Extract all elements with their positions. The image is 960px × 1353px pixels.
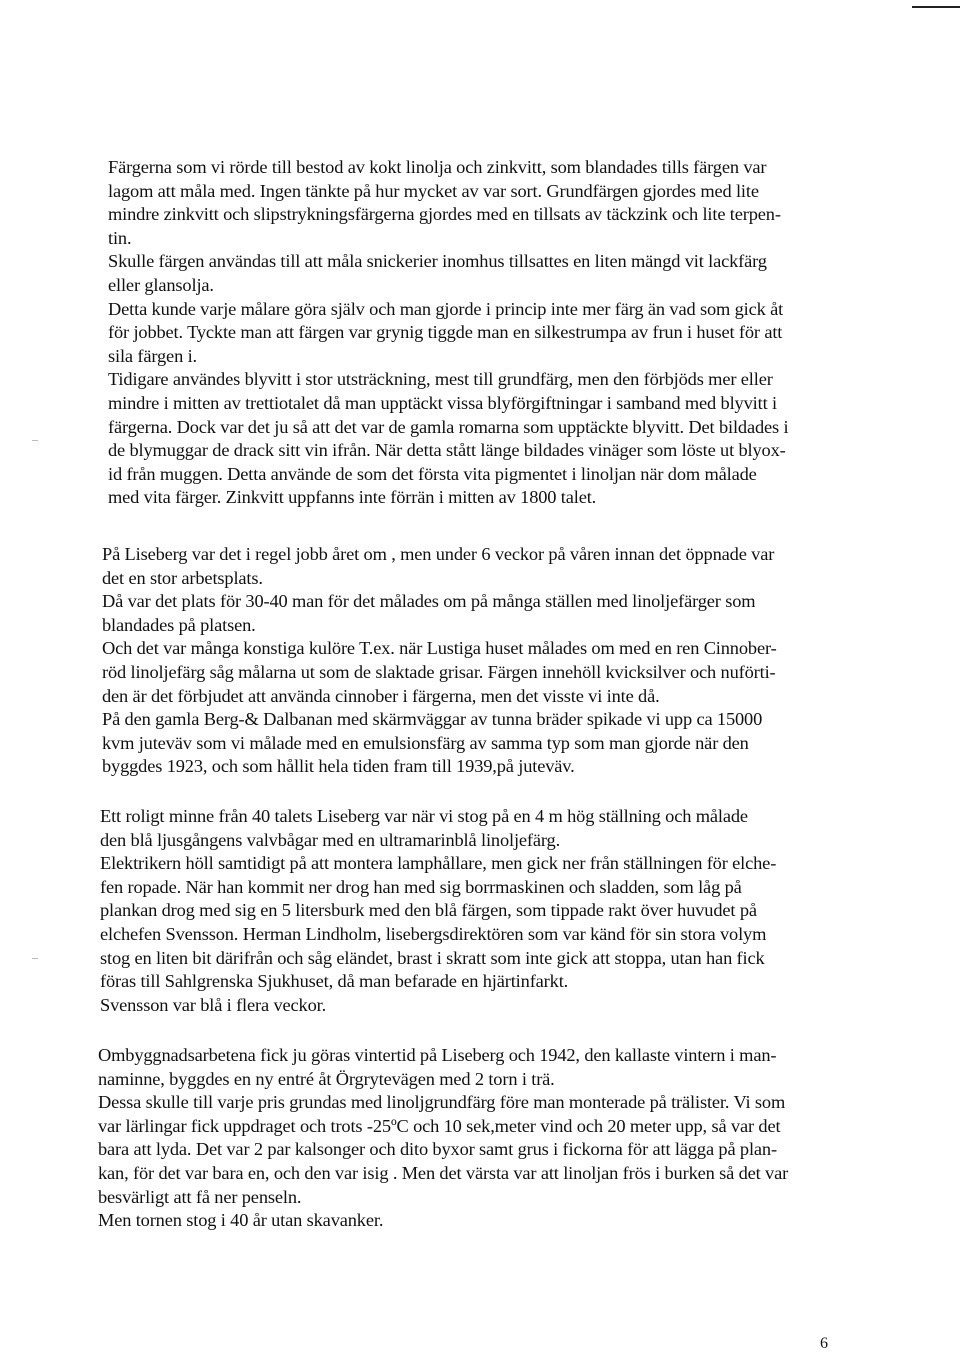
text-line: Dessa skulle till varje pris grundas med linoljgrundfärg före man monterade på trälister. Vi som: [98, 1092, 786, 1113]
text-line: Elektrikern höll samtidigt på att montera lamphållare, men gick ner från ställningen för elche-: [100, 853, 777, 874]
text-line: var lärlingar fick uppdraget och trots -25ºC och 10 sek,meter vind och 20 meter upp, så var det: [98, 1115, 781, 1136]
scan-edge-mark: [912, 6, 960, 8]
text-line: mindre i mitten av trettiotalet då man upptäckt vissa blyförgiftningar i samband med blyvitt i: [108, 392, 777, 413]
text-line: röd linoljefärg såg målarna ut som de slaktade grisar. Färgen innehöll kvicksilver och nuförti-: [102, 661, 776, 682]
text-line: Detta kunde varje målare göra själv och man gjorde i princip inte mer färg än vad som gick åt: [108, 298, 784, 319]
text-line: blandades på platsen.: [102, 614, 256, 635]
text-line: för jobbet. Tyckte man att färgen var grynig tiggde man en silkestrumpa av frun i huset för att: [108, 322, 783, 343]
text-line: det en stor arbetsplats.: [102, 567, 263, 588]
text-line: stog en liten bit därifrån och såg eländet, brast i skratt som inte gick att stoppa, utan han fick: [100, 947, 765, 968]
page-number: 6: [820, 1335, 828, 1352]
text-line: Skulle färgen användas till att måla snickerier inomhus tillsattes en liten mängd vit lackfärg: [108, 251, 767, 272]
text-line: kan, för det var bara en, och den var isig . Men det värsta var att linoljan frös i burken så det var: [98, 1162, 789, 1183]
text-line: plankan drog med sig en 5 litersburk med den blå färgen, som tippade rakt över huvudet på: [100, 900, 757, 921]
text-line: Då var det plats för 30-40 man för det målades om på många ställen med linoljefärger som: [102, 591, 756, 612]
text-line: Färgerna som vi rörde till bestod av kokt linolja och zinkvitt, som blandades tills färgen var: [108, 157, 767, 177]
text-line: Och det var många konstiga kulöre T.ex. när Lustiga huset målades om med en ren Cinnober-: [102, 638, 777, 659]
text-line: besvärligt att få ner penseln.: [98, 1186, 302, 1207]
text-line: mindre zinkvitt och slipstrykningsfärgerna gjordes med en tillsats av täckzink och lite terpen-: [108, 204, 781, 225]
text-line: id från muggen. Detta använde de som det första vita pigmentet i linoljan när dom målade: [108, 463, 757, 484]
text-line: På Liseberg var det i regel jobb året om , men under 6 veckor på våren innan det öppnade var: [102, 544, 775, 564]
text-line: fen ropade. När han kommit ner drog han med sig borrmaskinen och sladden, som låg på: [100, 876, 742, 897]
text-line: Svensson var blå i flera veckor.: [100, 994, 327, 1015]
scan-margin-mark: [32, 958, 38, 959]
text-line: lagom att måla med. Ingen tänkte på hur mycket av var sort. Grundfärgen gjordes med lite: [108, 180, 759, 201]
text-line: På den gamla Berg-& Dalbanan med skärmväggar av tunna bräder spikade vi upp ca 15000: [102, 709, 763, 730]
text-line: föras till Sahlgrenska Sjukhuset, då man befarade en hjärtinfarkt.: [100, 971, 569, 992]
text-line: naminne, byggdes en ny entré åt Örgrytevägen med 2 torn i trä.: [98, 1068, 555, 1089]
text-line: bara att lyda. Det var 2 par kalsonger och dito byxor samt grus i fickorna för att lägga på plan-: [98, 1139, 777, 1160]
text-line: Ombyggnadsarbetena fick ju göras vintertid på Liseberg och 1942, den kallaste vintern i man-: [98, 1045, 777, 1065]
text-line: de blymuggar de drack sitt vin ifrån. När detta stått länge bildades vinäger som löste ut blyox-: [108, 440, 786, 461]
text-line: den blå ljusgångens valvbågar med en ultramarinblå linoljefärg.: [100, 829, 561, 850]
text-line: kvm juteväv som vi målade med en emulsionsfärg av samma typ som man gjorde när den: [102, 732, 749, 753]
paragraph-liseberg-workplace: [102, 543, 777, 779]
paragraph-winter-construction: [98, 1044, 788, 1233]
text-line: Tidigare användes blyvitt i stor utsträckning, mest till grundfärg, men den förbjöds mer eller: [108, 369, 773, 390]
text-line: Ett roligt minne från 40 talets Liseberg var när vi stog på en 4 m hög ställning och målade: [100, 806, 748, 826]
scan-margin-mark: [32, 440, 38, 441]
text-line: sila färgen i.: [108, 345, 197, 366]
text-line: färgerna. Dock var det ju så att det var de gamla romarna som upptäckte blyvitt. Det bildades i: [108, 416, 789, 437]
text-line: byggdes 1923, och som hållit hela tiden fram till 1939,på juteväv.: [102, 756, 575, 777]
paragraph-paint-ingredients: [108, 156, 788, 510]
paragraph-blue-paint-memory: [100, 805, 776, 1017]
text-line: den är det förbjudet att använda cinnober i färgerna, men det visste vi inte då.: [102, 685, 660, 706]
text-line: med vita färger. Zinkvitt uppfanns inte förrän i mitten av 1800 talet.: [108, 487, 597, 508]
text-line: eller glansolja.: [108, 274, 214, 295]
text-line: elchefen Svensson. Herman Lindholm, lisebergsdirektören som var känd för sin stora volym: [100, 923, 767, 944]
text-line: tin.: [108, 227, 132, 248]
text-line: Men tornen stog i 40 år utan skavanker.: [98, 1210, 384, 1231]
